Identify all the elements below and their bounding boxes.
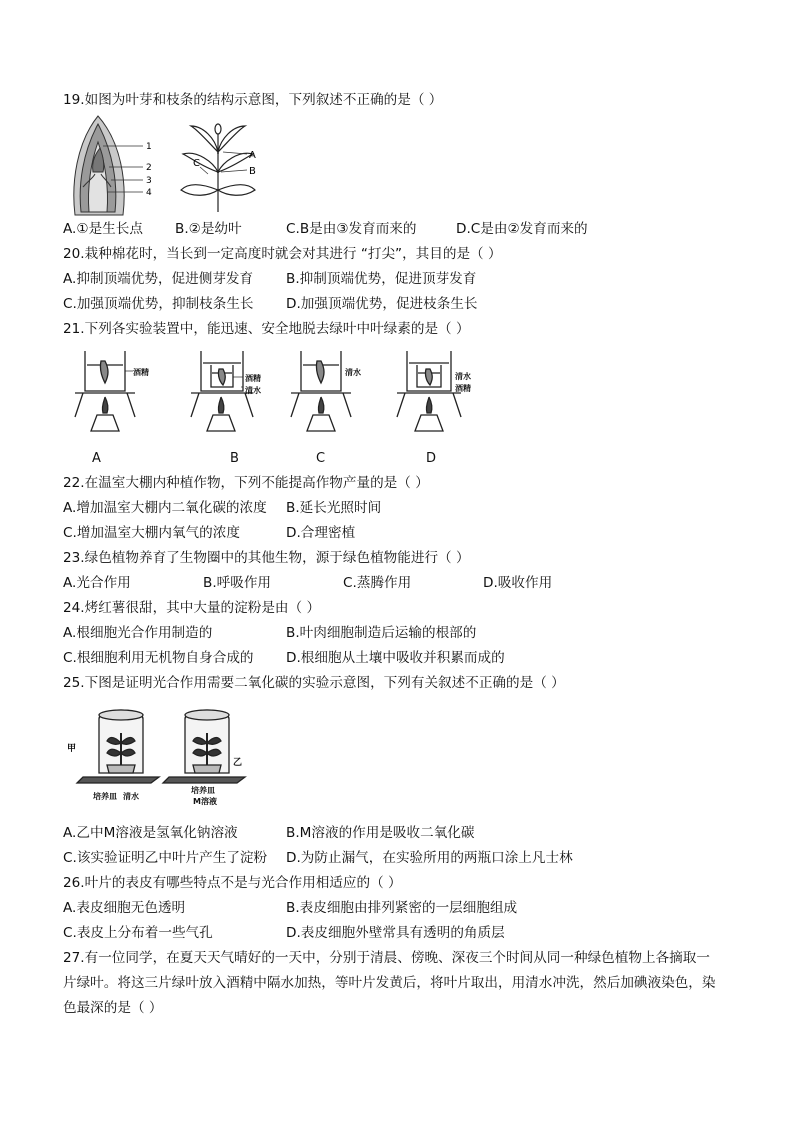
q21-figure — [63, 347, 483, 439]
q23-option-b[interactable]: B.呼吸作用 — [203, 575, 272, 591]
q22-option-c[interactable]: C.增加温室大棚内氧气的浓度 — [63, 525, 240, 541]
branch-label-c: C — [193, 158, 200, 169]
q24-option-a[interactable]: A.根细胞光合作用制造的 — [63, 625, 213, 641]
q21-caption-b[interactable]: B — [230, 451, 239, 466]
q21-caption-d[interactable]: D — [426, 451, 437, 466]
label-a-alcohol: 酒精 — [133, 368, 149, 377]
q19-option-d[interactable]: D.C是由②发育而来的 — [456, 221, 588, 237]
q25-figure — [63, 703, 259, 809]
apparatus-b — [191, 351, 253, 431]
q27-stem-line2: 片绿叶。将这三片绿叶放入酒精中隔水加热，等叶片发黄后，将叶片取出，用清水冲洗，然后加碘液染色，染 — [63, 975, 716, 991]
q20-stem: 20.栽种棉花时，当长到一定高度时就会对其进行 “打尖”，其目的是（ ） — [63, 246, 502, 262]
apparatus-a — [75, 351, 135, 431]
q25-stem: 25.下图是证明光合作用需要二氧化碳的实验示意图，下列有关叙述不正确的是（ ） — [63, 675, 565, 691]
label-water-left: 清水 — [123, 792, 139, 801]
q26-option-a[interactable]: A.表皮细胞无色透明 — [63, 900, 186, 916]
q20-option-b[interactable]: B.抑制顶端优势，促进顶芽发育 — [286, 271, 477, 287]
bud-label-1: 1 — [146, 142, 152, 152]
q25-option-a[interactable]: A.乙中M溶液是氢氧化钠溶液 — [63, 825, 238, 841]
q24-option-d[interactable]: D.根细胞从土壤中吸收并积累而成的 — [286, 650, 505, 666]
q27-stem-line3: 色最深的是（ ） — [63, 1000, 163, 1016]
q19-stem: 19.如图为叶芽和枝条的结构示意图，下列叙述不正确的是（ ） — [63, 92, 443, 108]
q19-figure — [63, 112, 273, 216]
label-d-water: 清水 — [455, 372, 471, 381]
apparatus-d — [397, 351, 461, 431]
label-m-solution: M溶液 — [193, 797, 217, 806]
q25-option-c[interactable]: C.该实验证明乙中叶片产生了淀粉 — [63, 850, 268, 866]
q21-caption-c[interactable]: C — [316, 451, 326, 466]
q23-option-a[interactable]: A.光合作用 — [63, 575, 131, 591]
q26-option-c[interactable]: C.表皮上分布着一些气孔 — [63, 925, 213, 941]
q23-option-c[interactable]: C.蒸腾作用 — [343, 575, 412, 591]
label-dish-right: 培养皿 — [191, 786, 215, 795]
leaf-bud-diagram — [74, 116, 124, 215]
branch-label-a: A — [249, 150, 256, 161]
label-d-alcohol: 酒精 — [455, 384, 471, 393]
q21-stem: 21.下列各实验装置中，能迅速、安全地脱去绿叶中叶绿素的是（ ） — [63, 321, 470, 337]
q20-option-a[interactable]: A.抑制顶端优势，促进侧芽发育 — [63, 271, 254, 287]
q26-option-b[interactable]: B.表皮细胞由排列紧密的一层细胞组成 — [286, 900, 518, 916]
q26-option-d[interactable]: D.表皮细胞外壁常具有透明的角质层 — [286, 925, 505, 941]
q25-option-d[interactable]: D.为防止漏气，在实验所用的两瓶口涂上凡士林 — [286, 850, 573, 866]
label-dish-left: 培养皿 — [93, 792, 117, 801]
q19-option-c[interactable]: C.B是由③发育而来的 — [286, 221, 417, 237]
q22-option-d[interactable]: D.合理密植 — [286, 525, 356, 541]
q19-option-a[interactable]: A.①是生长点 — [63, 221, 143, 237]
q24-stem: 24.烤红薯很甜，其中大量的淀粉是由（ ） — [63, 600, 321, 616]
q20-option-c[interactable]: C.加强顶端优势，抑制枝条生长 — [63, 296, 254, 312]
q19-option-b[interactable]: B.②是幼叶 — [175, 221, 242, 237]
q22-stem: 22.在温室大棚内种植作物，下列不能提高作物产量的是（ ） — [63, 475, 429, 491]
q27-stem-line1: 27.有一位同学，在夏天天气晴好的一天中，分别于清晨、傍晚、深夜三个时间从同一种绿色植物上各摘取一 — [63, 950, 710, 966]
label-b-water: 清水 — [245, 386, 261, 395]
q24-option-c[interactable]: C.根细胞利用无机物自身合成的 — [63, 650, 254, 666]
label-jia: 甲 — [67, 744, 77, 754]
q20-option-d[interactable]: D.加强顶端优势，促进枝条生长 — [286, 296, 478, 312]
q22-option-b[interactable]: B.延长光照时间 — [286, 500, 382, 516]
bud-label-3: 3 — [146, 176, 152, 186]
branch-label-b: B — [249, 166, 256, 177]
bud-label-2: 2 — [146, 163, 152, 173]
apparatus-c — [291, 351, 351, 431]
label-yi: 乙 — [233, 758, 243, 768]
q21-caption-a[interactable]: A — [92, 451, 101, 466]
q26-stem: 26.叶片的表皮有哪些特点不是与光合作用相适应的（ ） — [63, 875, 402, 891]
q23-option-d[interactable]: D.吸收作用 — [483, 575, 553, 591]
q23-stem: 23.绿色植物养育了生物圈中的其他生物，源于绿色植物能进行（ ） — [63, 550, 470, 566]
bud-label-4: 4 — [146, 188, 152, 198]
q25-option-b[interactable]: B.M溶液的作用是吸收二氧化碳 — [286, 825, 475, 841]
q22-option-a[interactable]: A.增加温室大棚内二氧化碳的浓度 — [63, 500, 267, 516]
label-b-alcohol: 酒精 — [245, 374, 261, 383]
q24-option-b[interactable]: B.叶肉细胞制造后运输的根部的 — [286, 625, 477, 641]
label-c-water: 清水 — [345, 368, 361, 377]
